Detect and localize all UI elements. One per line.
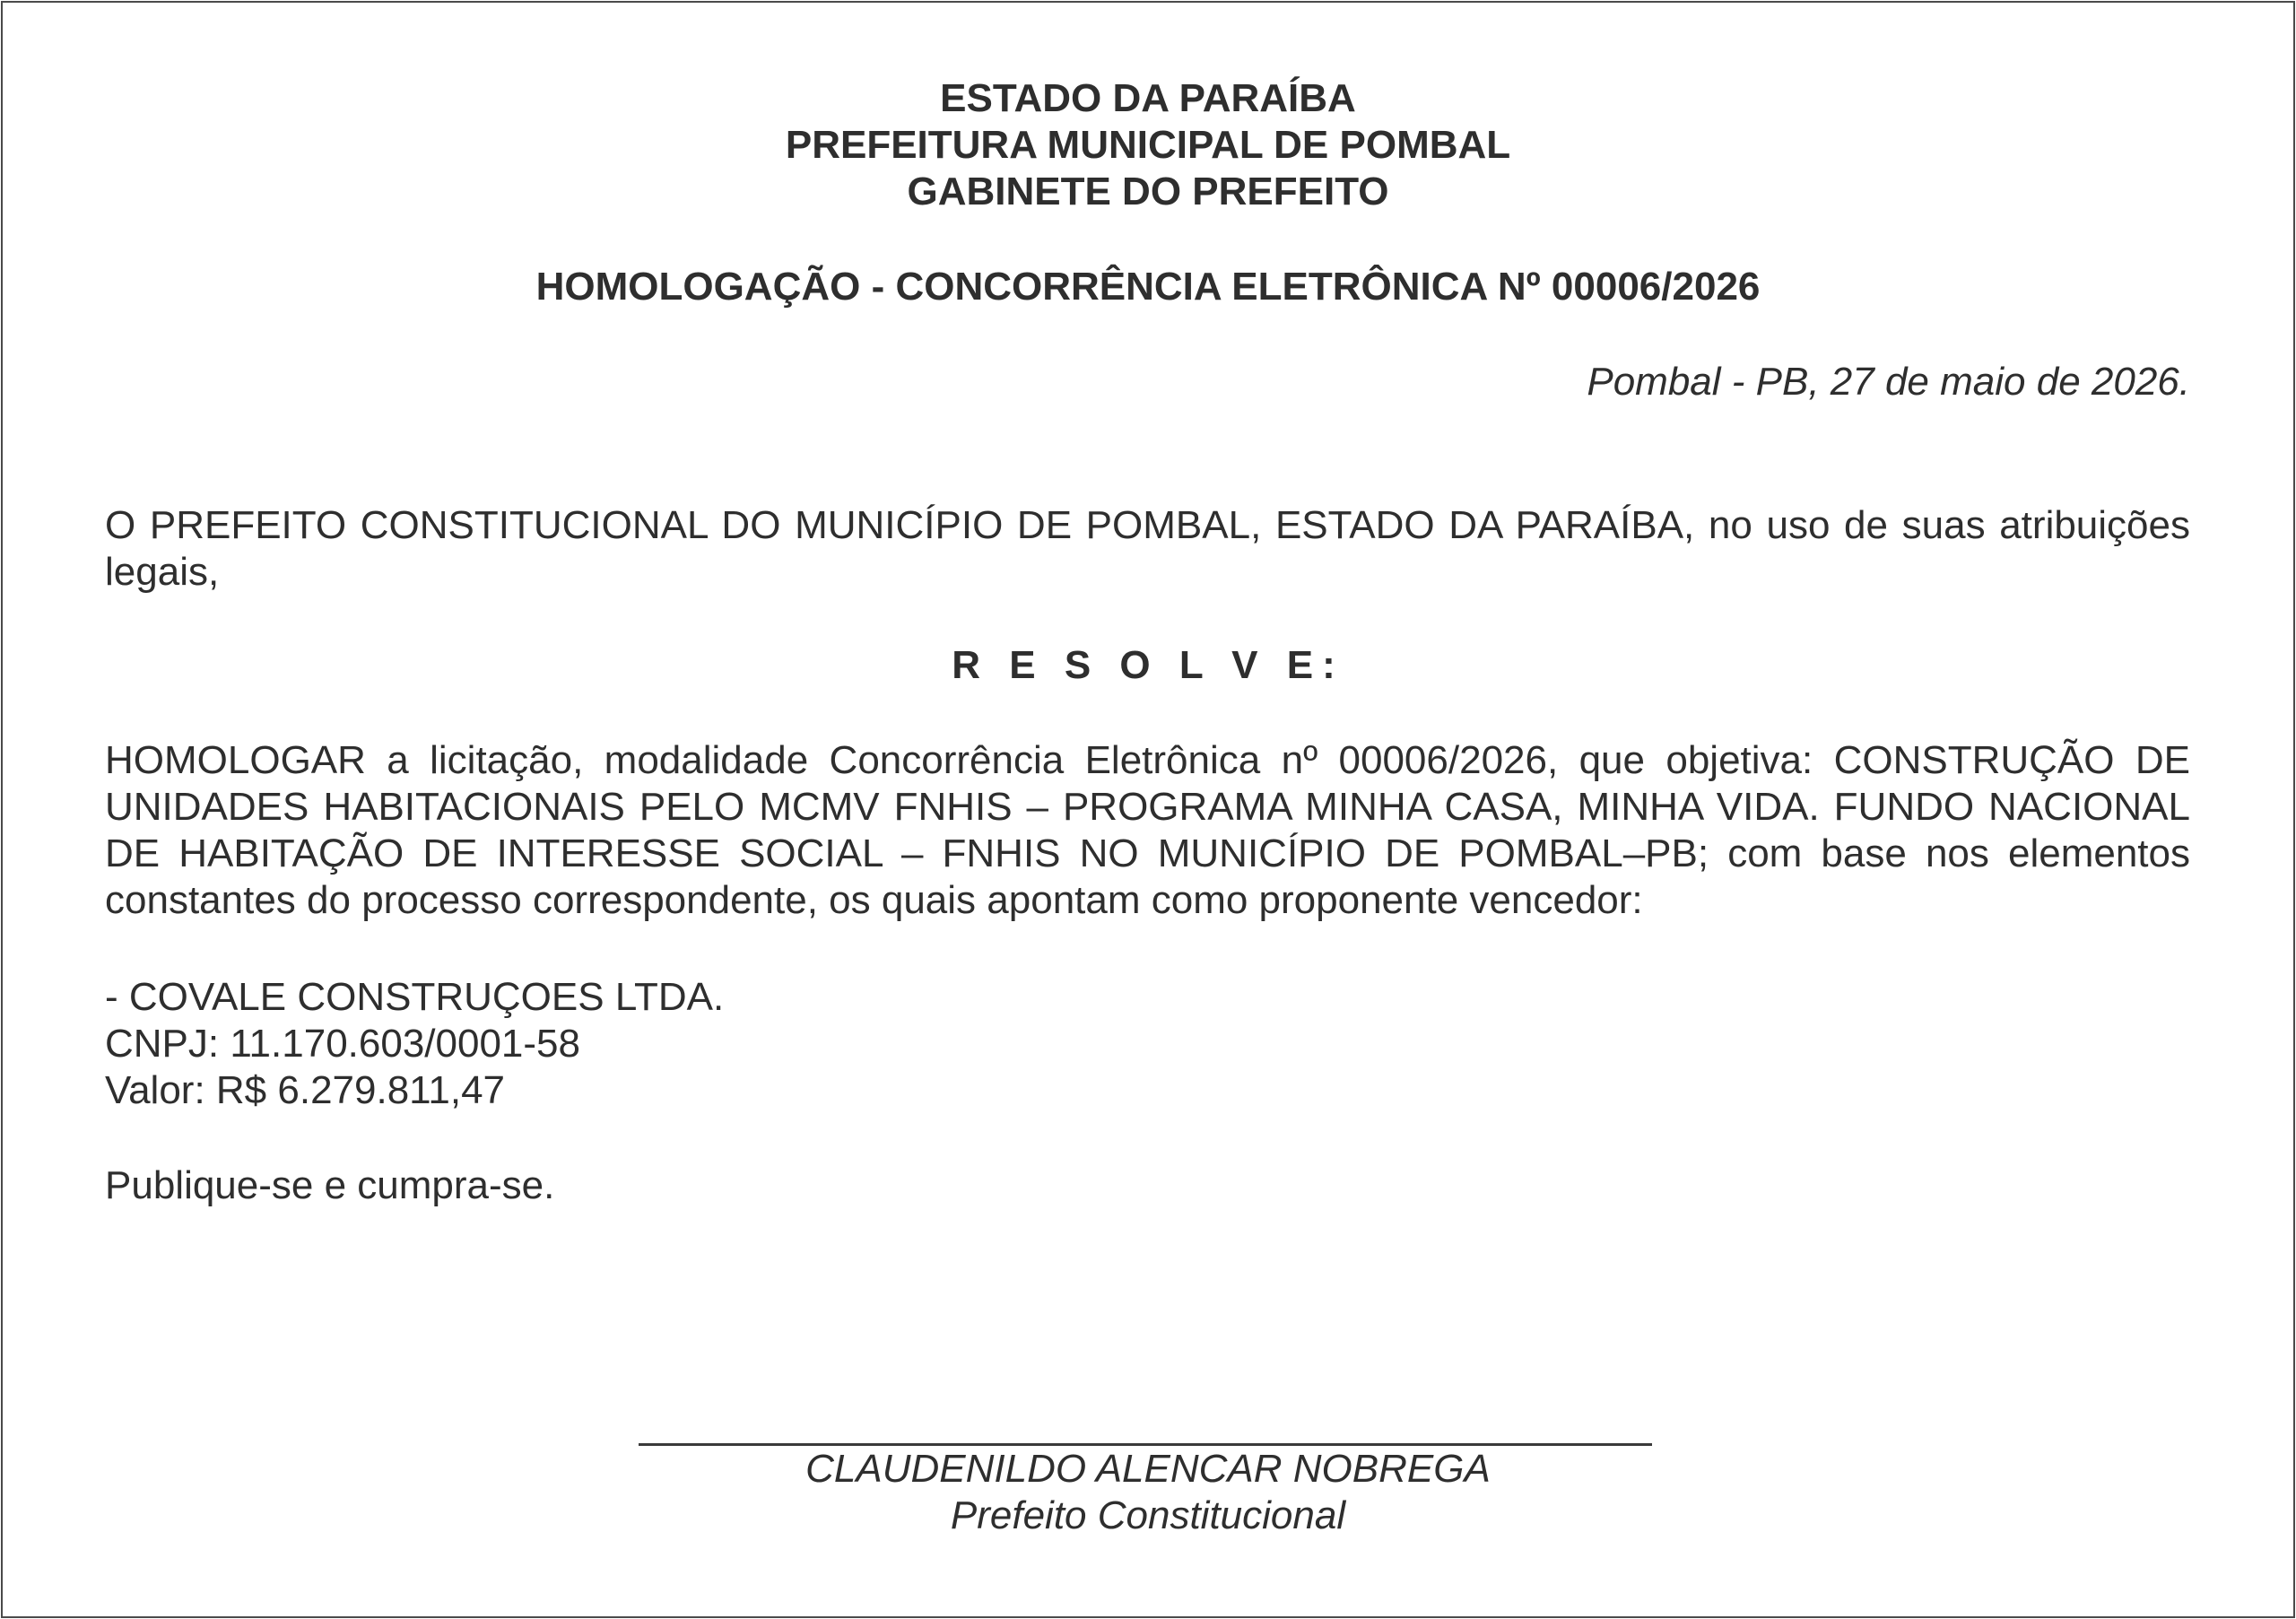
- winner-cnpj: CNPJ: 11.170.603/0001-58: [105, 1022, 580, 1066]
- resolve-heading: R E S O L V E:: [952, 643, 1344, 687]
- header-prefecture: PREFEITURA MUNICIPAL DE POMBAL: [785, 123, 1511, 167]
- document-title: HOMOLOGAÇÃO - CONCORRÊNCIA ELETRÔNICA Nº 00006/2026: [535, 265, 1761, 309]
- winner-name: - COVALE CONSTRUÇOES LTDA.: [105, 975, 725, 1019]
- signatory-role: Prefeito Constitucional: [950, 1493, 1346, 1537]
- body-paragraph: HOMOLOGAR a licitação, modalidade Concorrência Eletrônica nº 00006/2026, que objetiva: CONSTRUÇÃO DE UNIDADES HABITACIONAIS PELO MCMV FNHIS – PROGRAMA MINHA CASA, MINHA VIDA. FUNDO NACIONAL DE HABITAÇÃO DE INTERESSE SOCIAL – FNHIS NO MUNICÍPIO DE POMBAL–PB; com base nos elementos constantes do processo correspondente, os quais apontam como proponente vencedor:: [105, 738, 2190, 922]
- document-header: [0, 75, 2296, 215]
- signature-block: [0, 1446, 2296, 1539]
- dateline: Pombal - PB, 27 de maio de 2026.: [1587, 360, 2190, 404]
- header-state: ESTADO DA PARAÍBA: [940, 76, 1356, 120]
- winner-block: [105, 974, 724, 1114]
- header-office: GABINETE DO PREFEITO: [907, 170, 1389, 213]
- winner-value: Valor: R$ 6.279.811,47: [105, 1068, 506, 1112]
- closing-text: Publique-se e cumpra-se.: [105, 1163, 555, 1207]
- signatory-name: CLAUDENILDO ALENCAR NOBREGA: [805, 1447, 1491, 1491]
- intro-paragraph: O PREFEITO CONSTITUCIONAL DO MUNICÍPIO DE POMBAL, ESTADO DA PARAÍBA, no uso de suas atribuições legais,: [105, 503, 2190, 594]
